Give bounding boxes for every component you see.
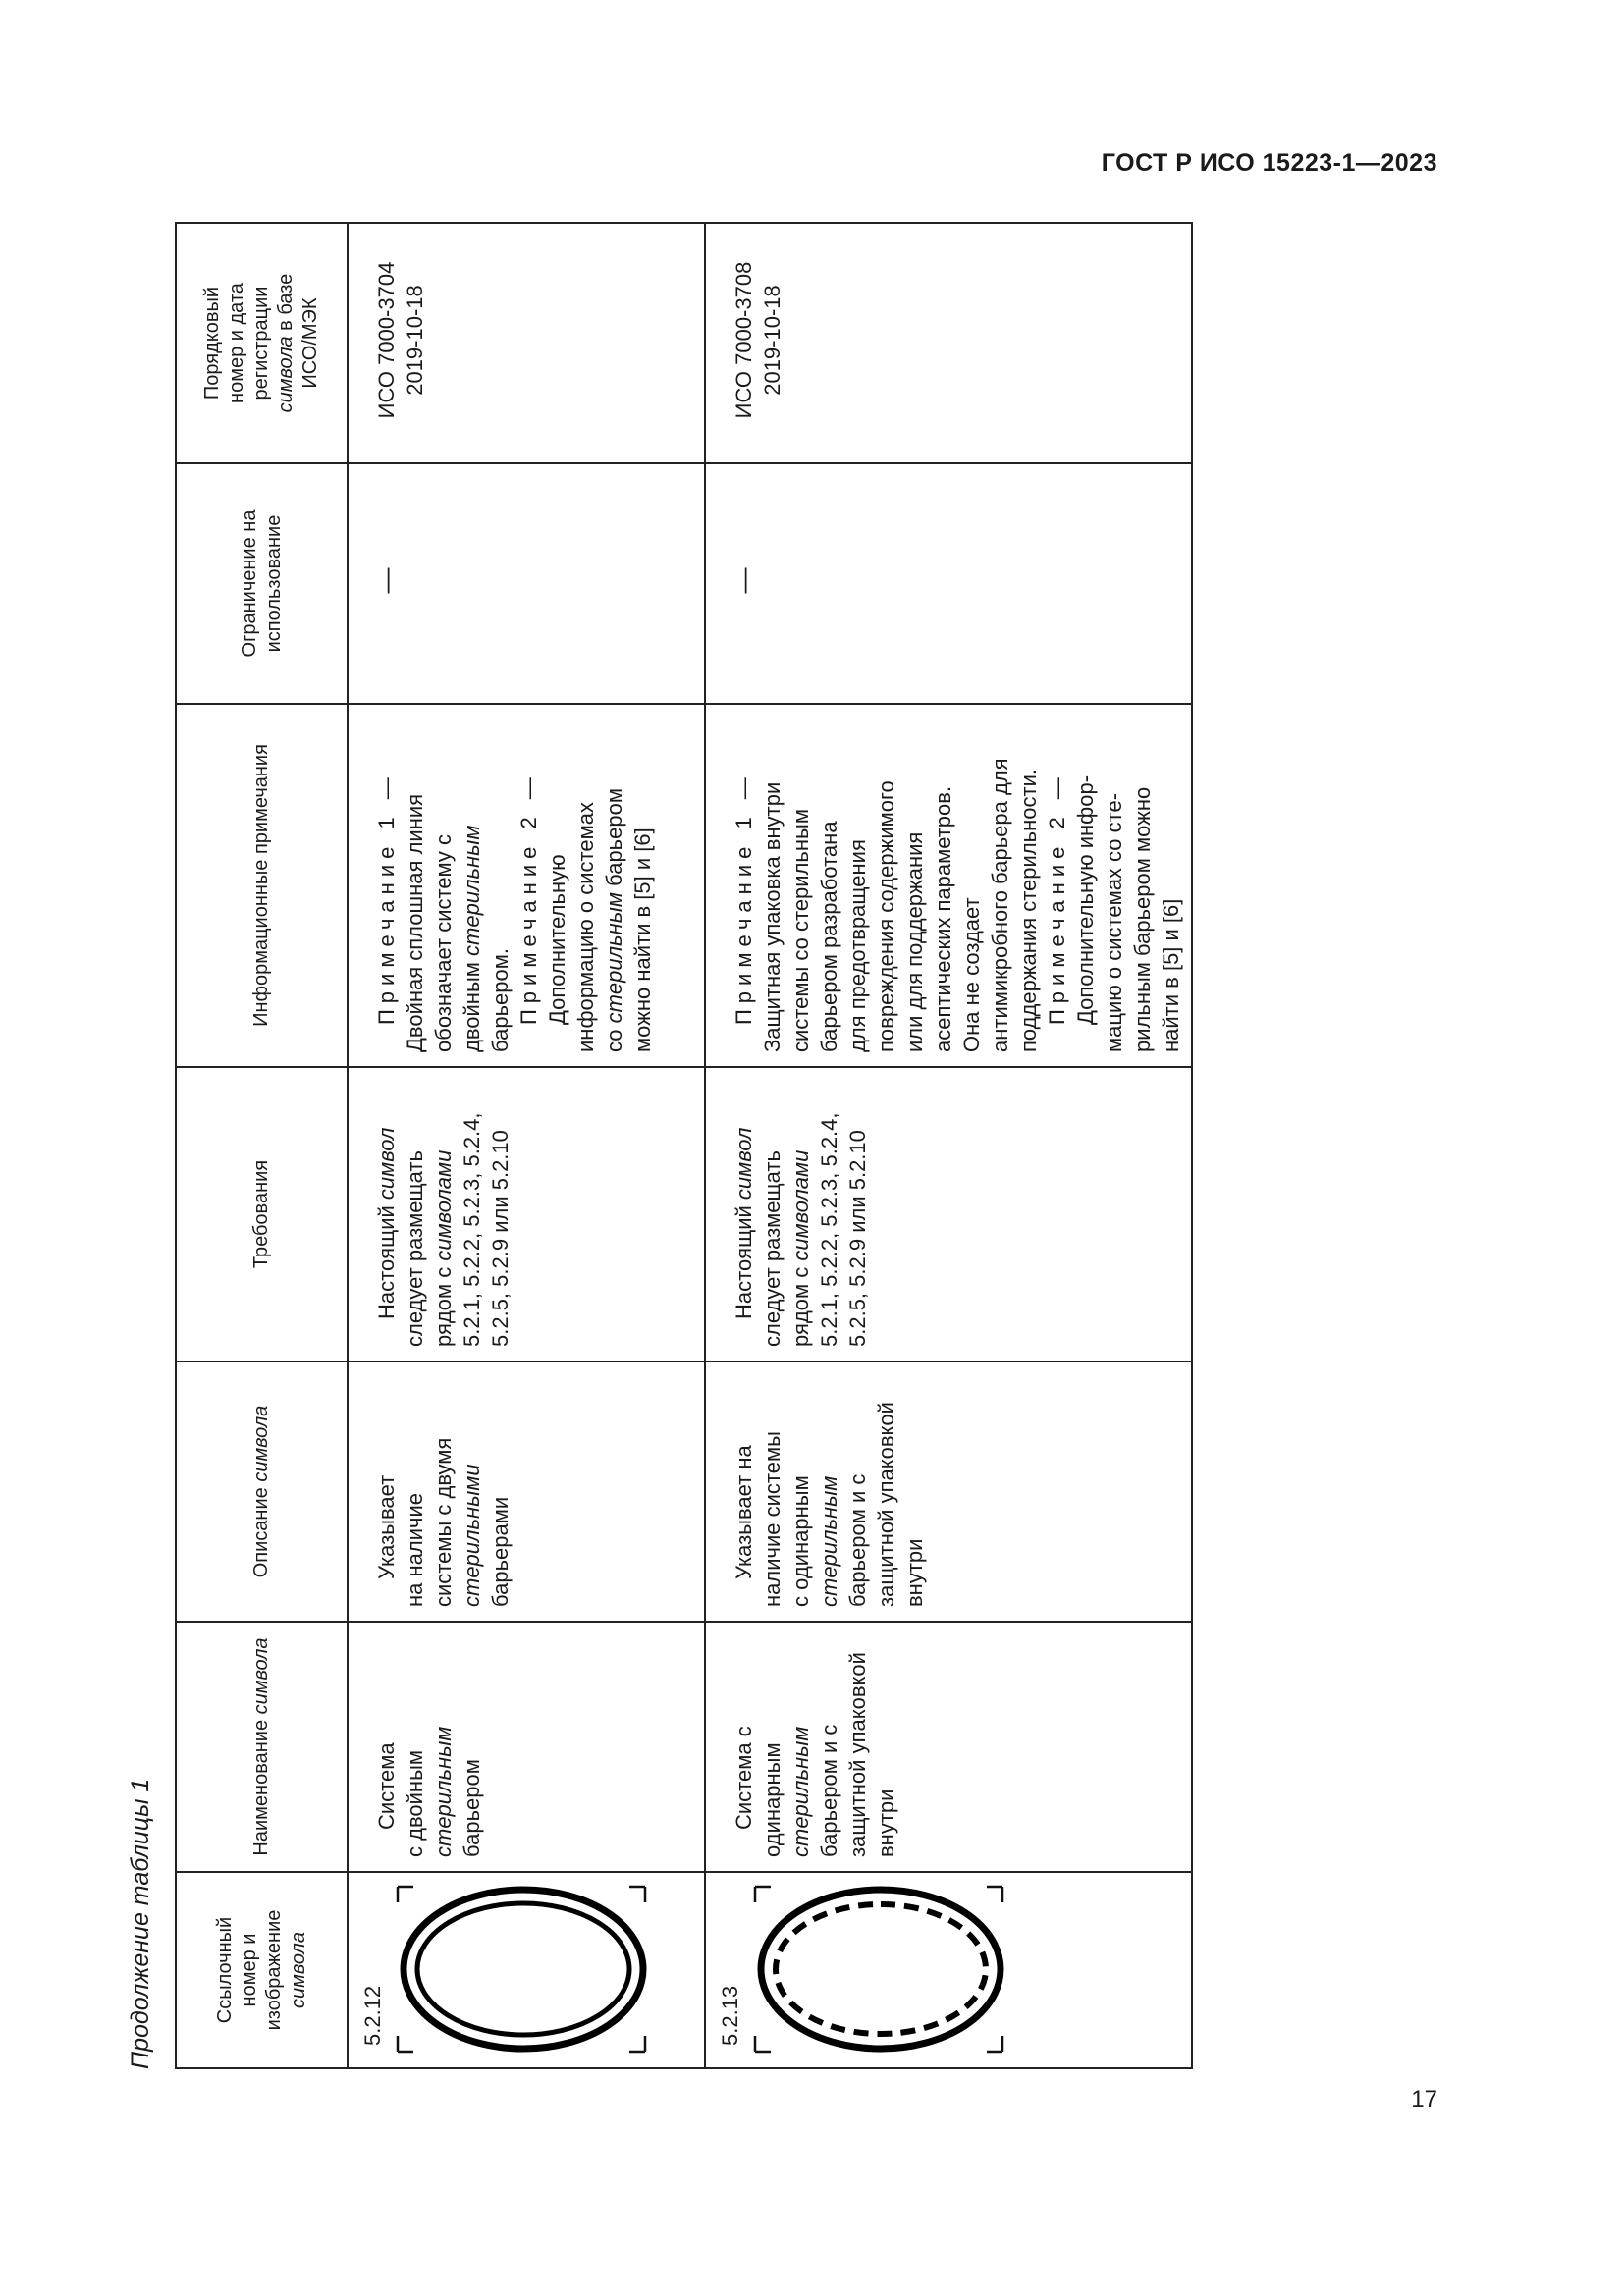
double-solid-ellipse-icon xyxy=(349,1871,698,2067)
header-line: номер и xyxy=(238,1933,260,2007)
description-line: защитной упаковкой xyxy=(874,1402,898,1607)
name-line: Система xyxy=(374,1742,399,1830)
header-line xyxy=(274,232,298,454)
header-text: Описание xyxy=(250,1481,272,1578)
name-line: стерильным xyxy=(431,1726,456,1857)
header-reference-image xyxy=(176,1872,348,2068)
note-line: найти в [5] и [6] xyxy=(1159,898,1183,1052)
note-label: Примечание 2 — xyxy=(516,772,541,1025)
symbol-cell xyxy=(705,1872,1192,2068)
symbols-table xyxy=(175,222,1193,2069)
requirements-line: следует размещать xyxy=(760,1150,785,1347)
requirements-line: следует размещать xyxy=(403,1150,427,1347)
table-header-row xyxy=(176,223,348,2068)
description-line: Указывает на xyxy=(731,1445,756,1579)
description-line: стерильными xyxy=(460,1464,484,1607)
registration-number: ИСО 7000-3708 xyxy=(731,261,756,419)
note-line: асептических параметров. xyxy=(931,785,955,1052)
header-line: Ссылочный xyxy=(213,1916,236,2024)
header-requirements: Требования xyxy=(176,1067,348,1362)
header-line: Ограничение на xyxy=(238,509,260,658)
dashed-inner-ellipse-icon xyxy=(706,1871,1056,2067)
info-notes xyxy=(348,704,705,1067)
description-line: системы с двумя xyxy=(431,1437,456,1607)
requirements-line: 5.2.5, 5.2.9 или 5.2.10 xyxy=(845,1130,870,1347)
note-line: Она не создает xyxy=(959,897,984,1052)
header-text-italic: символа xyxy=(250,1637,272,1715)
requirements-text-italic: символами xyxy=(431,1149,456,1261)
header-registration xyxy=(176,223,348,463)
restriction-value: — xyxy=(371,567,401,594)
note-line: Защитная упаковка внутри xyxy=(760,781,785,1052)
note-line: барьером разработана xyxy=(817,821,841,1052)
note-line: или для поддержания xyxy=(902,831,927,1052)
usage-restriction xyxy=(348,463,705,704)
reference-number: 5.2.13 xyxy=(718,1985,742,2046)
note-line: можно найти в [5] и [6] xyxy=(630,828,655,1052)
note-line: Дополнительную xyxy=(545,854,569,1025)
description-line: барьером и с xyxy=(845,1473,870,1607)
name-line: стерильным xyxy=(788,1726,813,1857)
registration-date: 2019-10-18 xyxy=(760,285,785,396)
symbol-description xyxy=(348,1362,705,1622)
note-line xyxy=(600,713,628,1052)
note-label: Примечание 2 — xyxy=(1045,772,1069,1025)
header-line: использование xyxy=(262,514,285,653)
name-line: внутри xyxy=(874,1789,898,1857)
requirements-text: рядом с xyxy=(788,1260,813,1347)
header-line: регистрации xyxy=(250,286,272,400)
header-line: Порядковый xyxy=(201,286,223,400)
requirements-line xyxy=(372,1076,401,1347)
note-label: Примечание 1 — xyxy=(731,772,756,1025)
description-line: стерильным xyxy=(817,1475,841,1607)
table-row xyxy=(705,223,1192,2068)
header-info-notes: Информационные примечания xyxy=(176,704,348,1067)
requirements-text: рядом с xyxy=(431,1260,456,1347)
header-text: в базе xyxy=(275,273,297,337)
rotated-table-block xyxy=(111,224,1183,2069)
note-line xyxy=(458,713,486,1052)
requirements xyxy=(705,1067,1192,1362)
requirements-line: 5.2.1, 5.2.2, 5.2.3, 5.2.4, xyxy=(817,1112,841,1347)
note-line: Дополнительную инфор- xyxy=(1073,774,1098,1025)
usage-restriction xyxy=(705,463,1192,704)
description-line: внутри xyxy=(902,1538,927,1607)
description-line: Указывает xyxy=(374,1474,399,1579)
note-line: поддержания стерильности. xyxy=(1016,769,1041,1052)
symbol-description xyxy=(705,1362,1192,1622)
note-label: Примечание 1 — xyxy=(374,772,399,1025)
note-line: рильным барьером можно xyxy=(1130,786,1155,1052)
document-code: ГОСТ Р ИСО 15223-1—2023 xyxy=(1101,149,1437,177)
note-line: мацию о системах со сте- xyxy=(1102,792,1126,1052)
note-text: со xyxy=(602,1023,626,1052)
note-text: двойным xyxy=(460,955,484,1052)
header-usage-restriction xyxy=(176,463,348,704)
registration-number: ИСО 7000-3704 xyxy=(374,261,399,419)
note-text: барьером xyxy=(602,788,626,892)
header-line: символа xyxy=(287,1932,309,2008)
note-line: Двойная сплошная линия xyxy=(403,793,427,1052)
note-line: антимикробного барьера для xyxy=(988,758,1012,1052)
requirements-text-italic: символами xyxy=(788,1149,813,1261)
note-line: обозначает систему с xyxy=(431,833,456,1052)
requirements-line xyxy=(730,1076,758,1347)
description-line: наличие системы xyxy=(760,1431,785,1607)
name-line: барьером и с xyxy=(817,1724,841,1857)
symbol-name xyxy=(705,1622,1192,1872)
name-line: защитной упаковкой xyxy=(845,1652,870,1857)
requirements xyxy=(348,1067,705,1362)
requirements-line: 5.2.5, 5.2.9 или 5.2.10 xyxy=(488,1130,513,1347)
registration-date: 2019-10-18 xyxy=(403,285,427,396)
registration xyxy=(705,223,1192,463)
description-line: на наличие xyxy=(403,1493,427,1607)
symbol-cell xyxy=(348,1872,705,2068)
table-row xyxy=(348,223,705,2068)
header-text-italic: символа xyxy=(250,1405,272,1482)
name-line: Система с xyxy=(731,1726,756,1830)
requirements-text: Настоящий xyxy=(731,1200,756,1319)
name-line: одинарным xyxy=(760,1742,785,1857)
requirements-text-italic: символ xyxy=(374,1127,399,1201)
requirements-line xyxy=(429,1076,458,1347)
description-line: барьерами xyxy=(488,1496,513,1607)
header-symbol-description xyxy=(176,1362,348,1622)
registration xyxy=(348,223,705,463)
symbol-name xyxy=(348,1622,705,1872)
info-notes xyxy=(705,704,1192,1067)
header-line: ИСО/МЭК xyxy=(299,297,321,389)
requirements-text: Настоящий xyxy=(374,1200,399,1319)
header-symbol-name xyxy=(176,1622,348,1872)
note-line: информацию о системах xyxy=(573,802,598,1052)
requirements-line: 5.2.1, 5.2.2, 5.2.3, 5.2.4, xyxy=(460,1112,484,1347)
table-caption: Продолжение таблицы 1 xyxy=(127,1778,154,2069)
header-line: изображение xyxy=(262,1909,285,2031)
requirements-text-italic: символ xyxy=(731,1127,756,1201)
page-number: 17 xyxy=(1411,2086,1437,2112)
note-line: для предотвращения xyxy=(845,839,870,1052)
name-line: барьером xyxy=(460,1759,484,1857)
reference-number: 5.2.12 xyxy=(360,1985,385,2046)
header-line: номер и дата xyxy=(226,283,247,403)
restriction-value: — xyxy=(729,567,758,594)
header-text: Наименование xyxy=(250,1714,272,1856)
description-line: с одинарным xyxy=(788,1475,813,1607)
note-line: системы со стерильным xyxy=(788,809,813,1052)
note-line: повреждения содержимого xyxy=(874,780,898,1052)
note-line: барьером. xyxy=(488,948,513,1052)
header-text-italic: символа xyxy=(275,336,297,413)
note-text-italic: стерильным xyxy=(460,825,484,956)
name-line: с двойным xyxy=(403,1749,427,1857)
note-text-italic: стерильным xyxy=(602,892,626,1024)
requirements-line xyxy=(786,1076,815,1347)
